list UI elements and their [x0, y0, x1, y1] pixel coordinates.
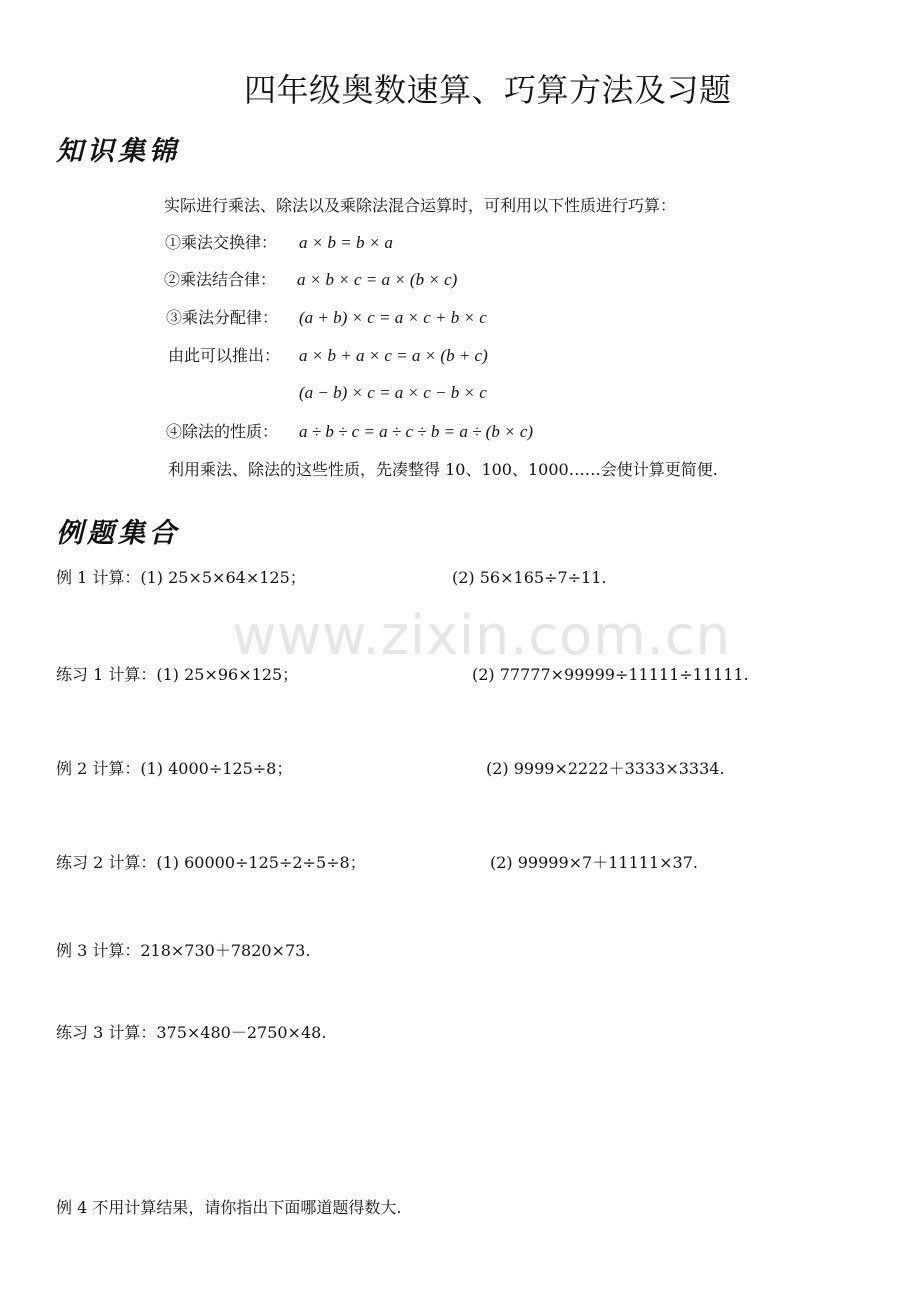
example-4: 例 4 不用计算结果，请你指出下面哪道题得数大. [56, 1198, 402, 1217]
exercise-3: 练习 3 计算：375×480－2750×48. [56, 1023, 327, 1042]
example-2-part-2: (2) 9999×2222＋3333×3334. [486, 759, 725, 778]
watermark: www.zixin.com.cn [232, 604, 731, 667]
page-title: 四年级奥数速算、巧算方法及习题 [244, 71, 732, 109]
rule-formula-division: a ÷ b ÷ c = a ÷ c ÷ b = a ÷ (b × c) [299, 422, 534, 441]
examples-section-heading: 例题集合 [56, 518, 180, 549]
knowledge-summary: 利用乘法、除法的这些性质，先凑整得 10、100、1000……会使计算更简便. [168, 460, 718, 479]
example-2-part-1: 例 2 计算：(1) 4000÷125÷8； [56, 759, 293, 778]
example-1-part-1: 例 1 计算：(1) 25×5×64×125； [56, 568, 306, 587]
rule-formula-associative: a × b × c = a × (b × c) [297, 270, 458, 289]
rule-label-derived: 由此可以推出： [168, 346, 281, 365]
knowledge-intro: 实际进行乘法、除法以及乘除法混合运算时，可利用以下性质进行巧算： [164, 196, 677, 215]
rule-label-commutative: ①乘法交换律： [165, 233, 278, 252]
rule-label-distributive: ③乘法分配律： [166, 308, 279, 327]
rule-formula-derived-1: a × b + a × c = a × (b + c) [299, 346, 488, 365]
knowledge-section-heading: 知识集锦 [56, 136, 180, 167]
exercise-2-part-2: (2) 99999×7＋11111×37. [490, 853, 698, 872]
rule-label-division: ④除法的性质： [166, 422, 279, 441]
rule-formula-distributive: (a + b) × c = a × c + b × c [299, 308, 487, 327]
rule-formula-derived-2: (a − b) × c = a × c − b × c [299, 383, 487, 402]
rule-formula-commutative: a × b = b × a [299, 233, 393, 252]
exercise-2-part-1: 练习 2 计算：(1) 60000÷125÷2÷5÷8； [56, 853, 366, 872]
exercise-1-part-2: (2) 77777×99999÷11111÷11111. [472, 665, 749, 684]
example-3: 例 3 计算：218×730＋7820×73. [56, 941, 311, 960]
rule-label-associative: ②乘法结合律： [164, 270, 277, 289]
exercise-1-part-1: 练习 1 计算：(1) 25×96×125； [56, 665, 299, 684]
example-1-part-2: (2) 56×165÷7÷11. [452, 568, 607, 587]
